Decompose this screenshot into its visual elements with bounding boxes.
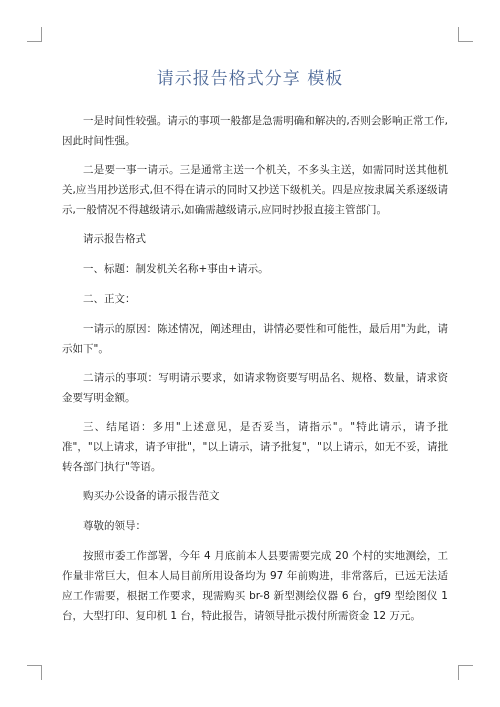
paragraph-matters: 二请示的事项：写明请示要求，如请求物资要写明品名、规格、数量，请求资金要写明金额。 — [62, 372, 448, 404]
crop-mark-bottom-left — [27, 665, 42, 680]
document-title: 请示报告格式分享 模板 — [156, 69, 344, 89]
crop-mark-top-right — [458, 27, 473, 42]
document-body — [62, 111, 448, 635]
paragraph-2: 二是要一事一请示。三是通常主送一个机关，不多头主送，如需同时送其他机关,应当用抄送形式,但不得在请示的同时又抄送下级机关。四是应按隶属关系逐级请示,一般情况不得越级请示,如确需越级请示,应同时抄报直接主管部门。 — [62, 164, 448, 216]
section-heading-sample: 购买办公设备的请示报告范文 — [83, 490, 220, 502]
paragraph-sample-body: 按照市委工作部署，今年 4 月底前本人县要需要完成 20 个村的实地测绘，工作量非常巨大，但本人局目前所用设备均为 97 年前购进，非常落后，已远无法适应工作需要，根据工作要求，现需购买 br-8 新型测绘仪器 6 台，gf9 型绘图仪 1 台，大型打印、复印机 1 台，特此报告，请领导批示拨付所需资金 12 万元。 — [62, 550, 448, 622]
paragraph-salutation: 尊敬的领导： — [83, 520, 146, 532]
paragraph-1: 一是时间性较强。请示的事项一般都是急需明确和解决的,否则会影响正常工作,因此时间性强。 — [62, 115, 448, 147]
paragraph-body-heading: 二、正文： — [83, 293, 136, 305]
paragraph-closing: 三、结尾语：多用"上述意见，是否妥当，请指示"。"特此请示，请予批准"，"以上请求，请予审批"，"以上请示，请予批复"，"以上请示，如无不妥，请批转各部门执行"等语。 — [62, 421, 448, 473]
crop-mark-bottom-right — [458, 665, 473, 680]
paragraph-title-rule: 一、标题：制发机关名称+事由+请示。 — [83, 263, 269, 275]
paragraph-reason: 一请示的原因：陈述情况，阐述理由，讲情必要性和可能性，最后用"为此，请示如下"。 — [62, 323, 448, 355]
crop-mark-top-left — [27, 27, 42, 42]
section-heading-format: 请示报告格式 — [83, 233, 146, 245]
